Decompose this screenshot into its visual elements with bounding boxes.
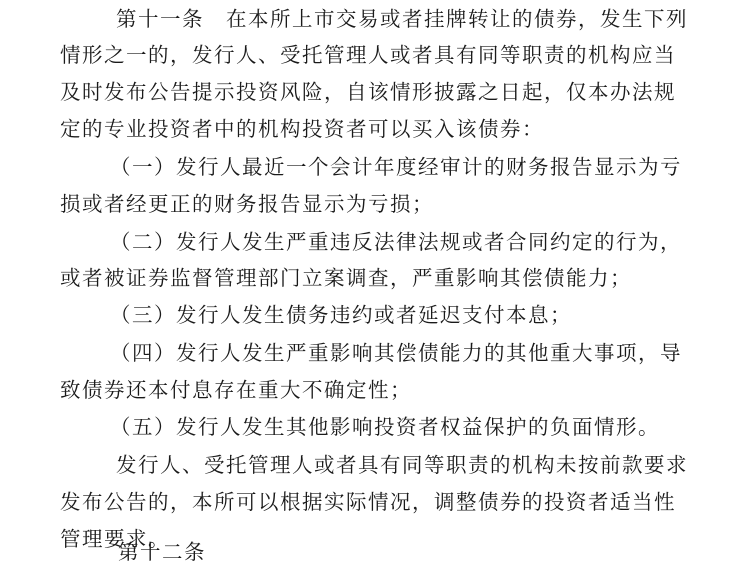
item-1-line-1: （一）发行人最近一个会计年度经审计的财务报告显示为亏 <box>110 155 682 179</box>
closing-line-2: 发布公告的，本所可以根据实际情况，调整债券的投资者适当性 <box>60 490 676 514</box>
article-line-1: 在本所上市交易或者挂牌转让的债券，发生下列 <box>226 7 688 31</box>
next-article-heading-partial: 第十二条 <box>118 540 206 564</box>
item-4-line-1: （四）发行人发生严重影响其偿债能力的其他重大事项，导 <box>110 341 682 365</box>
item-3-line-1: （三）发行人发生债务违约或者延迟支付本息； <box>110 303 572 327</box>
article-line-4: 定的专业投资者中的机构投资者可以买入该债券： <box>60 117 544 141</box>
closing-line-3: 管理要求。 <box>60 527 170 551</box>
item-5-line-1: （五）发行人发生其他影响投资者权益保护的负面情形。 <box>110 415 660 439</box>
item-2-line-1: （二）发行人发生严重违反法律法规或者合同约定的行为， <box>110 230 682 254</box>
item-2-line-2: 或者被证券监督管理部门立案调查，严重影响其偿债能力； <box>60 266 632 290</box>
next-line-cutoff <box>0 540 660 566</box>
article-heading-line <box>66 6 736 32</box>
article-line-2: 情形之一的，发行人、受托管理人或者具有同等职责的机构应当 <box>60 43 676 67</box>
closing-line-1: 发行人、受托管理人或者具有同等职责的机构未按前款要求 <box>116 453 688 477</box>
article-line-3: 及时发布公告提示投资风险，自该情形披露之日起，仅本办法规 <box>60 80 676 104</box>
article-number: 第十一条 <box>116 7 204 31</box>
item-4-line-2: 致债券还本付息存在重大不确定性； <box>60 378 412 402</box>
item-1-line-2: 损或者经更正的财务报告显示为亏损； <box>60 192 434 216</box>
